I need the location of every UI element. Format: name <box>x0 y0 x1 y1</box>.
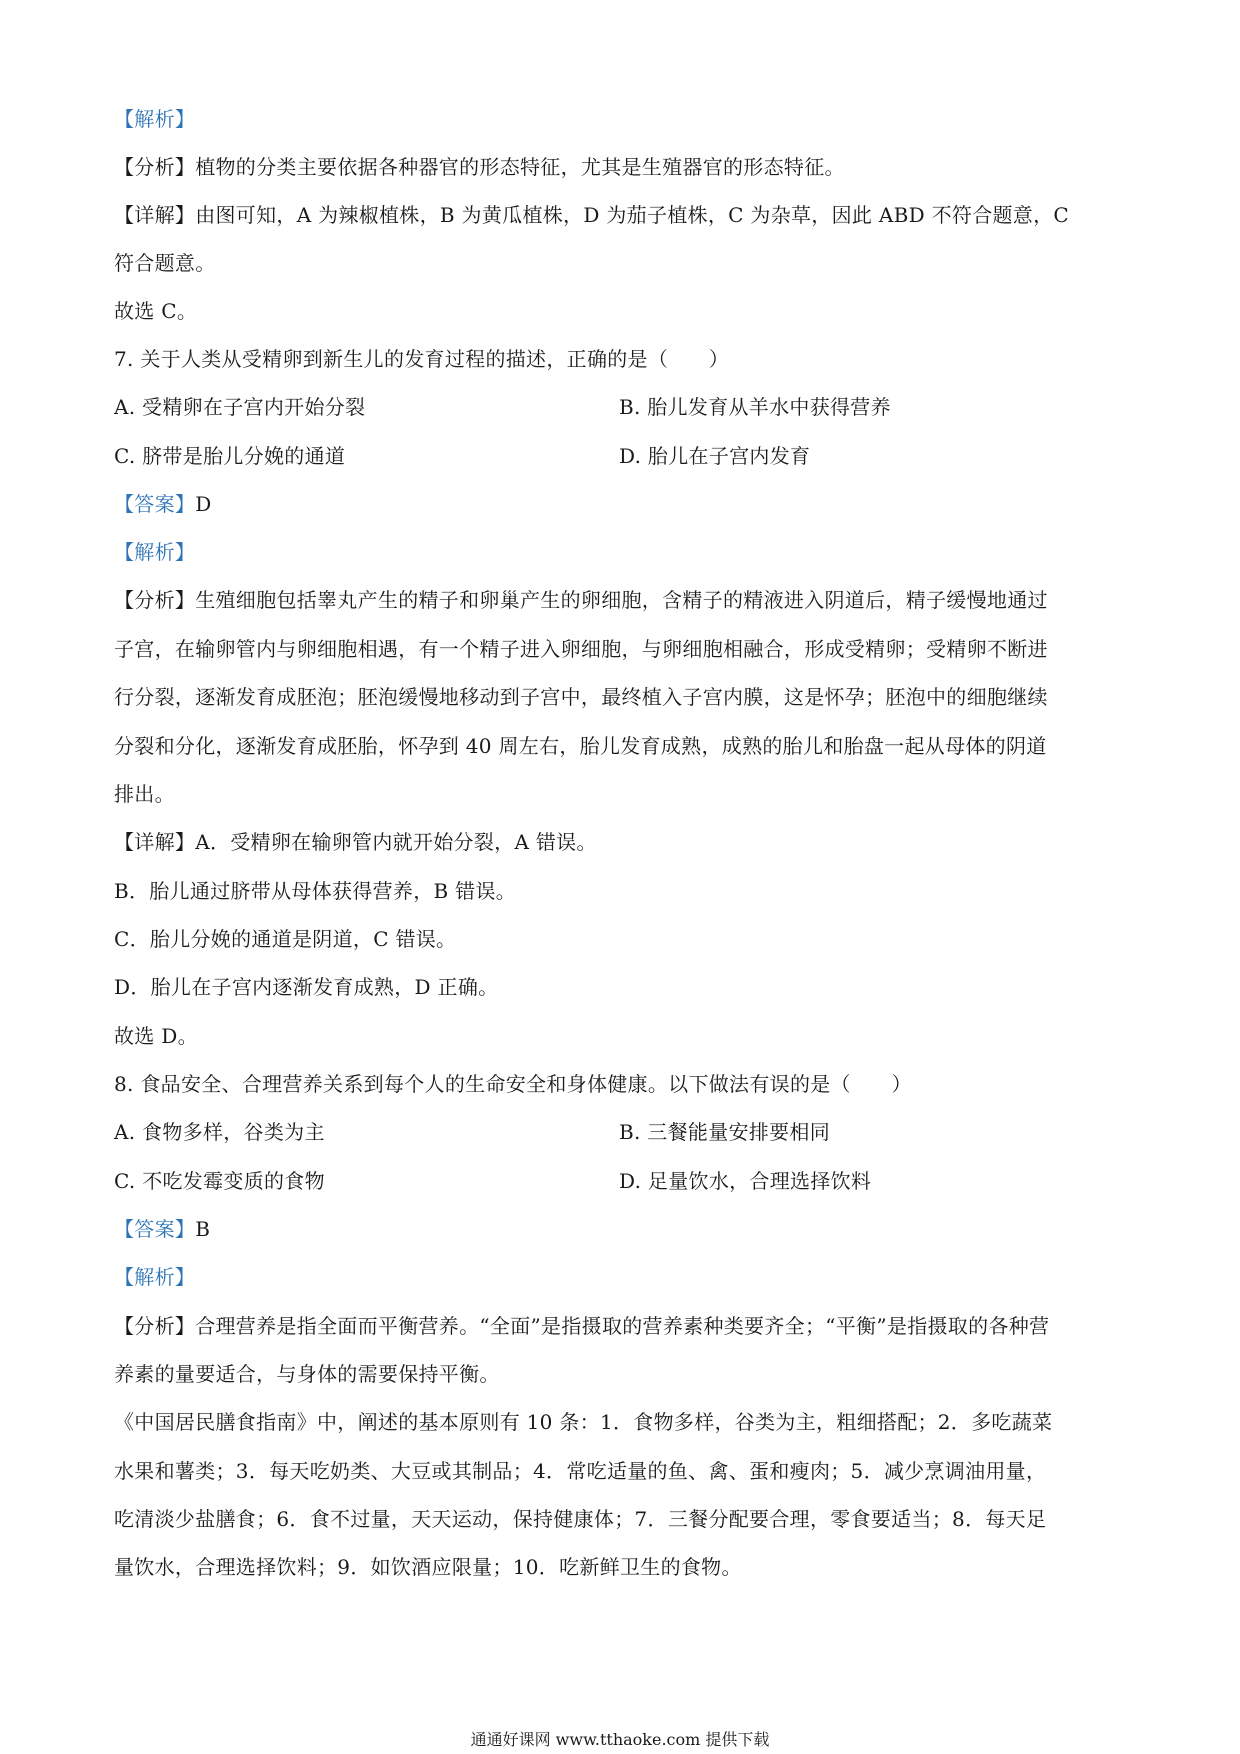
q6-conclusion: 故选 C。 <box>114 299 198 323</box>
fenxi-tag: 【分析】 <box>114 155 196 179</box>
q8-option-a: A. 食物多样，谷类为主 <box>114 1120 325 1144</box>
page-footer: 通通好课网 www.tthaoke.com 提供下载 <box>470 1730 770 1749</box>
q8-guide-line: 《中国居民膳食指南》中，阐述的基本原则有 10 条：1．食物多样，谷类为主，粗细搭配；2．多吃蔬菜 <box>114 1410 1053 1434</box>
q8-stem: 8. 食品安全、合理营养关系到每个人的生命安全和身体健康。以下做法有误的是（ ） <box>114 1072 912 1096</box>
q7-fenxi-line: 排出。 <box>114 782 175 806</box>
q7-jiexi-tag: 【解析】 <box>114 540 196 564</box>
q8-option-d: D. 足量饮水，合理选择饮料 <box>619 1169 872 1193</box>
q6-xiangjie-cont: 符合题意。 <box>114 251 216 275</box>
q8-jiexi-tag: 【解析】 <box>114 1265 196 1289</box>
q8-guide-line: 量饮水，合理选择饮料；9．如饮酒应限量；10．吃新鲜卫生的食物。 <box>114 1555 742 1579</box>
q7-option-c: C. 脐带是胎儿分娩的通道 <box>114 444 346 468</box>
q7-xiangjie: 【详解】A．受精卵在输卵管内就开始分裂，A 错误。 <box>114 830 597 854</box>
q8-answer: 【答案】B <box>114 1217 211 1241</box>
q7-xiangjie-b: B．胎儿通过脐带从母体获得营养，B 错误。 <box>114 879 517 903</box>
q8-guide-line: 水果和薯类；3．每天吃奶类、大豆或其制品；4．常吃适量的鱼、禽、蛋和瘦肉；5．减少烹调油用量， <box>114 1459 1047 1483</box>
q7-option-b: B. 胎儿发育从羊水中获得营养 <box>619 395 891 419</box>
q6-fenxi: 【分析】植物的分类主要依据各种器官的形态特征，尤其是生殖器官的形态特征。 <box>114 155 845 179</box>
q7-stem: 7. 关于人类从受精卵到新生儿的发育过程的描述，正确的是（ ） <box>114 347 730 371</box>
q8-fenxi: 【分析】合理营养是指全面而平衡营养。“全面”是指摄取的营养素种类要齐全；“平衡”是指摄取的各种营 <box>114 1314 1050 1338</box>
q7-fenxi-line: 子宫，在输卵管内与卵细胞相遇，有一个精子进入卵细胞，与卵细胞相融合，形成受精卵；受精卵不断进 <box>114 637 1048 661</box>
q6-xiangjie: 【详解】由图可知，A 为辣椒植株，B 为黄瓜植株，D 为茄子植株，C 为杂草，因此 ABD 不符合题意，C <box>114 203 1070 227</box>
daan-tag: 【答案】 <box>114 492 196 516</box>
q8-option-c: C. 不吃发霉变质的食物 <box>114 1169 325 1193</box>
q8-guide-line: 吃清淡少盐膳食；6．食不过量，天天运动，保持健康体；7．三餐分配要合理，零食要适当；8．每天足 <box>114 1507 1047 1531</box>
q7-fenxi: 【分析】生殖细胞包括睾丸产生的精子和卵巢产生的卵细胞，含精子的精液进入阴道后，精子缓慢地通过 <box>114 588 1048 612</box>
q7-option-d: D. 胎儿在子宫内发育 <box>619 444 811 468</box>
q7-xiangjie-c: C．胎儿分娩的通道是阴道，C 错误。 <box>114 927 457 951</box>
q7-option-a: A. 受精卵在子宫内开始分裂 <box>114 395 366 419</box>
jiexi-tag: 【解析】 <box>114 107 196 131</box>
q7-fenxi-line: 分裂和分化，逐渐发育成胚胎，怀孕到 40 周左右，胎儿发育成熟，成熟的胎儿和胎盘一起从母体的阴道 <box>114 734 1047 758</box>
q7-answer: 【答案】D <box>114 492 212 516</box>
q8-option-b: B. 三餐能量安排要相同 <box>619 1120 831 1144</box>
q7-conclusion: 故选 D。 <box>114 1024 198 1048</box>
q7-xiangjie-d: D．胎儿在子宫内逐渐发育成熟，D 正确。 <box>114 975 499 999</box>
xiangjie-tag: 【详解】 <box>114 203 196 227</box>
q7-fenxi-line: 行分裂，逐渐发育成胚泡；胚泡缓慢地移动到子宫中，最终植入子宫内膜，这是怀孕；胚泡中的细胞继续 <box>114 685 1048 709</box>
q8-fenxi-cont: 养素的量要适合，与身体的需要保持平衡。 <box>114 1362 500 1386</box>
